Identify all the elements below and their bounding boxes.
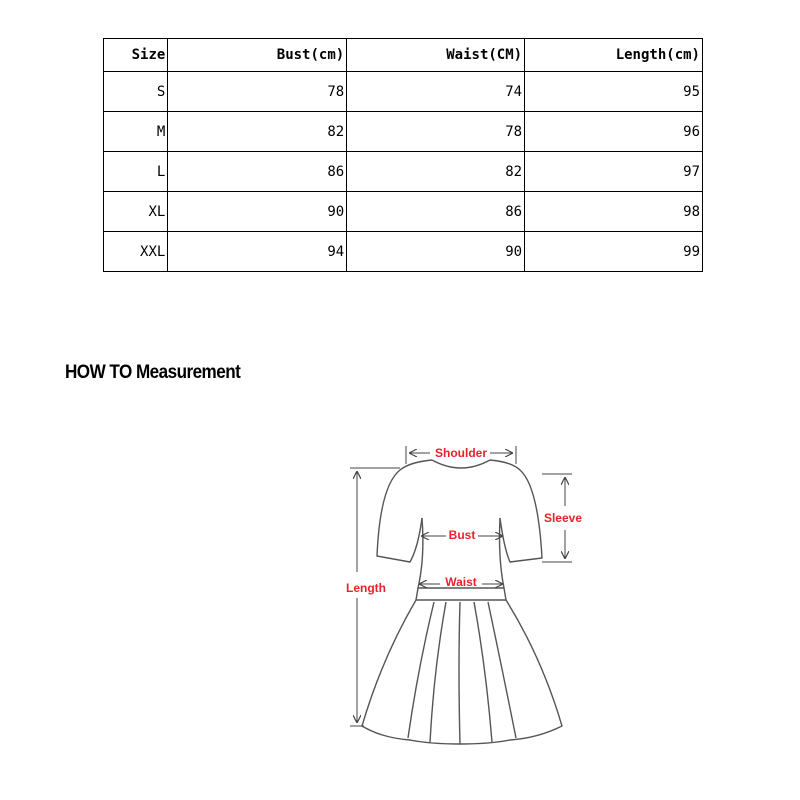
table-row [104,112,703,152]
header-length: Length(cm) [525,39,703,72]
bust-label: Bust [448,528,476,542]
skirt-pleat [408,602,434,738]
table-row [104,72,703,112]
right-sleeve [490,460,542,562]
length-label: Length [346,581,386,595]
sleeve-label: Sleeve [543,511,583,525]
cell-waist: 82 [347,152,525,192]
dress-measurement-diagram [330,438,590,758]
table-row [104,152,703,192]
cell-length: 97 [525,152,703,192]
table-row [104,192,703,232]
cell-size: S [104,72,168,112]
waist-label: Waist [445,575,477,589]
size-chart-table [103,38,703,272]
cell-size: XXL [104,232,168,272]
dress-outline [362,460,562,744]
cell-size: M [104,112,168,152]
cell-length: 98 [525,192,703,232]
header-size: Size [104,39,168,72]
left-sleeve [377,460,432,562]
cell-length: 95 [525,72,703,112]
cell-length: 96 [525,112,703,152]
cell-size: L [104,152,168,192]
measurement-heading: HOW TO Measurement [65,362,241,383]
cell-bust: 90 [168,192,347,232]
header-waist: Waist(CM) [347,39,525,72]
skirt-pleat [459,602,460,744]
shoulder-label: Shoulder [434,446,488,460]
cell-waist: 86 [347,192,525,232]
cell-waist: 90 [347,232,525,272]
header-bust: Bust(cm) [168,39,347,72]
skirt-pleat [474,602,492,742]
skirt-pleat [488,602,516,738]
cell-size: XL [104,192,168,232]
cell-waist: 74 [347,72,525,112]
skirt [362,600,562,744]
cell-bust: 82 [168,112,347,152]
waistband [416,588,506,600]
cell-bust: 86 [168,152,347,192]
table-header-row [104,39,703,72]
table-row [104,232,703,272]
neckline [432,460,490,468]
cell-waist: 78 [347,112,525,152]
cell-bust: 94 [168,232,347,272]
skirt-pleat [430,602,446,742]
cell-length: 99 [525,232,703,272]
cell-bust: 78 [168,72,347,112]
